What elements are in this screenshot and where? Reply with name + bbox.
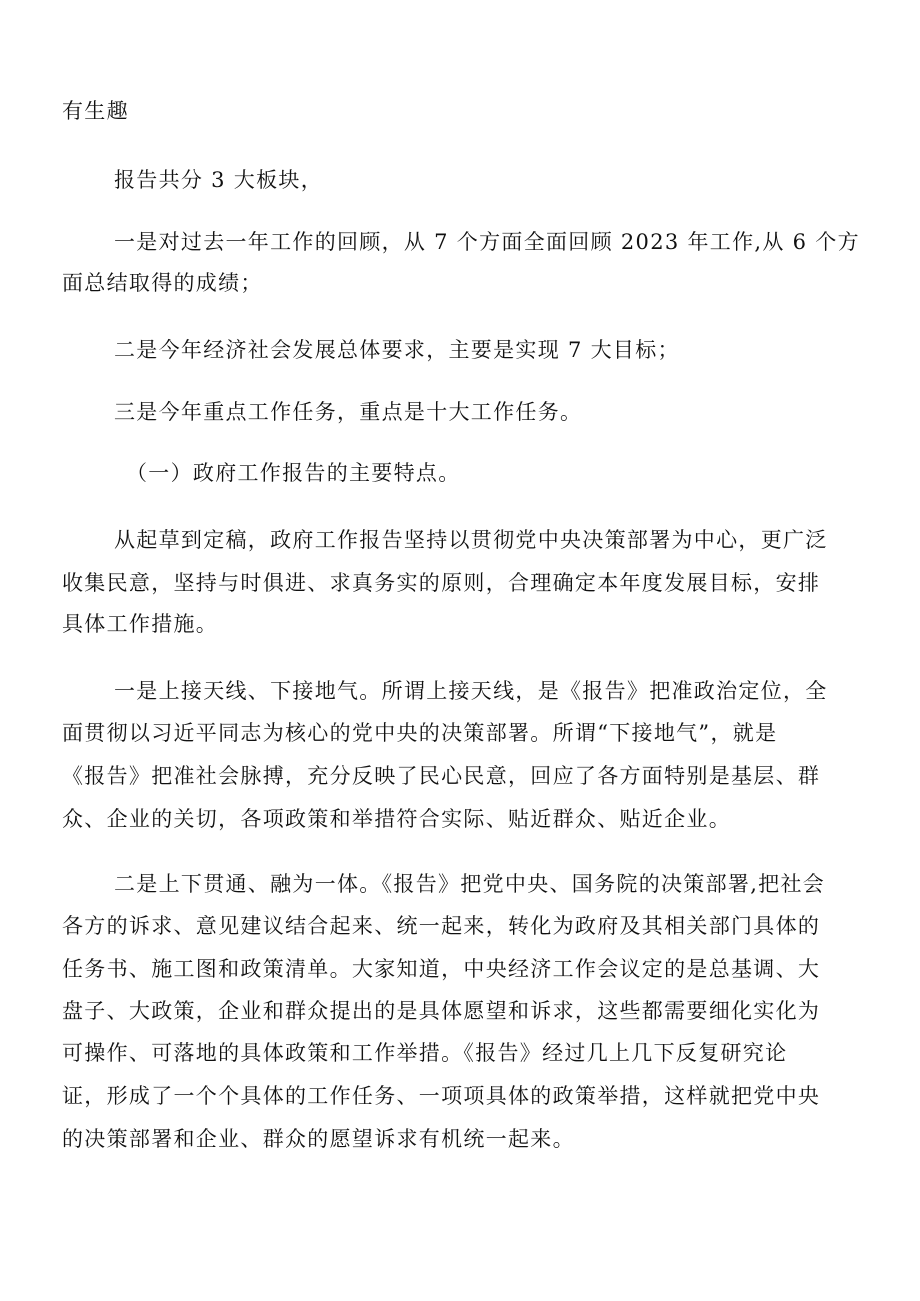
section-heading: （一）政府工作报告的主要特点。 — [126, 461, 461, 485]
text-line: 各方的诉求、意见建议结合起来、统一起来，转化为政府及其相关部门具体的 — [62, 914, 821, 938]
text-line: 面总结取得的成绩； — [62, 271, 263, 295]
text-line: 《报告》把准社会脉搏，充分反映了民心民意，回应了各方面特别是基层、群 — [62, 764, 821, 788]
text-line: 可操作、可落地的具体政策和工作举措。《报告》经过几上几下反复研究论 — [62, 1041, 788, 1065]
text-line: 收集民意，坚持与时俱进、求真务实的原则，合理确定本年度发展目标，安排 — [62, 571, 821, 595]
text-line: 盘子、大政策，企业和群众提出的是具体愿望和诉求，这些都需要细化实化为 — [62, 999, 821, 1023]
text-line: 一是上接天线、下接地气。所谓上接天线，是《报告》把准政治定位，全 — [114, 679, 828, 703]
text-line: 面贯彻以习近平同志为核心的党中央的决策部署。所谓“下接地气”，就是 — [62, 721, 778, 745]
text-line: 证，形成了一个个具体的工作任务、一项项具体的政策举措，这样就把党中央 — [62, 1084, 821, 1108]
text-line: 从起草到定稿，政府工作报告坚持以贯彻党中央决策部署为中心，更广泛 — [114, 528, 828, 552]
text-line: 一是对过去一年工作的回顾，从 7 个方面全面回顾 2023 年工作,从 6 个方 — [114, 230, 860, 254]
text-line: 报告共分 3 大板块， — [114, 168, 324, 192]
text-line: 二是上下贯通、融为一体。《报告》把党中央、国务院的决策部署,把社会 — [114, 872, 826, 896]
text-line: 任务书、施工图和政策清单。大家知道，中央经济工作会议定的是总基调、大 — [62, 957, 821, 981]
text-line: 有生趣 — [62, 99, 129, 123]
text-line: 二是今年经济社会发展总体要求，主要是实现 7 大目标； — [114, 338, 680, 362]
text-line: 众、企业的关切，各项政策和举措符合实际、贴近群众、贴近企业。 — [62, 807, 731, 831]
text-line: 具体工作措施。 — [62, 612, 219, 636]
text-line: 三是今年重点工作任务，重点是十大工作任务。 — [114, 400, 583, 424]
text-line: 的决策部署和企业、群众的愿望诉求有机统一起来。 — [62, 1127, 575, 1151]
